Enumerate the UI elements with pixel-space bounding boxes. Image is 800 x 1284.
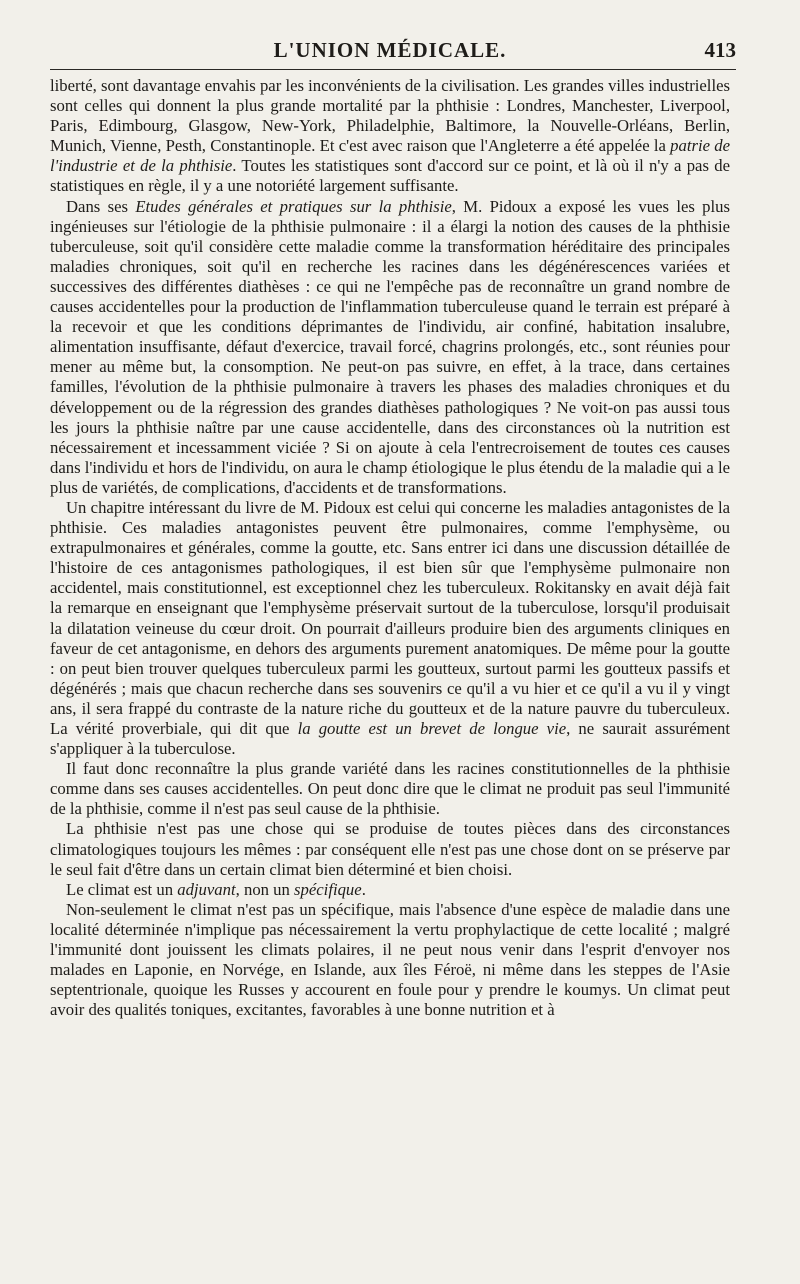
text-run: , non un (235, 879, 295, 899)
paragraph (50, 197, 730, 498)
text-run: Le climat est un (66, 879, 178, 899)
running-header (50, 34, 736, 70)
text-run: liberté, sont davantage envahis par les inconvénients de la civilisation. Les grandes villes industrielles sont celles qui donnent la plus grande mortalité par la phthisie : Londres, Manchester, Liverpool, Paris, Edimbourg, Glasgow, New-York, Philadelphie, Baltimore, la Nouvelle-Orléans, Berlin, Munich, Vienne, Pesth, Constantinople. Et c'est avec raison que l'Angleterre a été appelée la (50, 76, 730, 156)
italic-text: patrie de l'industrie et de la phthisie (50, 136, 730, 176)
paragraph (50, 76, 730, 197)
text-run: . (361, 879, 366, 899)
page-number: 413 (704, 38, 736, 62)
text-run: La phthisie n'est pas une chose qui se produise de toutes pièces dans des circonstances climatologiques toujours les mêmes : par conséquent elle n'est pas une chose dont on se préserve par le seul fait d'être dans un certain climat bien déterminé et bien choisi. (50, 819, 730, 879)
paragraph (50, 759, 730, 819)
journal-title: L'UNION MÉDICALE. (273, 38, 507, 62)
header-rule (50, 69, 736, 70)
text-run: . Toutes les statistiques sont d'accord sur ce point, et là où il n'y a pas de statistiques en règle, il y a une notoriété largement suffisante. (50, 156, 730, 196)
paragraph (50, 900, 730, 1021)
italic-text: adjuvant (177, 879, 236, 899)
italic-text: Etudes générales et pratiques sur la phthisie (135, 196, 452, 216)
text-run: Dans ses (66, 196, 136, 216)
text-run: Non-seulement le climat n'est pas un spécifique, mais l'absence d'une espèce de maladie dans une localité déterminée n'implique pas nécessairement la vertu prophylactique de cette localité ; malgré l'immunité dont jouissent les climats polaires, il ne peut nous venir dans l'esprit d'envoyer nos malades en Laponie, en Norvége, en Islande, aux îles Féroë, ni même dans les steppes de l'Asie septentrionale, quoique les Russes y accourent en foule pour y prendre le koumys. Un climat peut avoir des qualités toniques, excitantes, favorables à une bonne nutrition et à (50, 899, 730, 1020)
text-run: , M. Pidoux a exposé les vues les plus ingénieuses sur l'étiologie de la phthisie pulmonaire : il a élargi la notion des causes de la phthisie tuberculeuse, soit qu'il considère cette maladie comme la transformation héréditaire des principales maladies chroniques, soit qu'il en recherche les racines dans les dégénérescences variées et successives des différentes diathèses : ce qui ne l'empêche pas de reconnaître un grand nombre de causes accidentelles pour la production de l'inflammation tuberculeuse quand le terrain est préparé à la recevoir et que les conditions déprimantes de l'individu, air confiné, habitation insalubre, alimentation insuffisante, défaut d'exercice, travail forcé, chagrins prolongés, etc., sont réunies pour mener au même but, la consomption. Ne peut-on pas suivre, en effet, à la trace, dans certaines familles, l'évolution de la phthisie pulmonaire à travers les phases des maladies chroniques et du développement ou de la régression des grandes diathèses pathologiques ? Ne voit-on pas aussi tous les jours la phthisie naître par une cause accidentelle, dans des circonstances où la nutrition est nécessairement et incessamment viciée ? Si on ajoute à cela l'entrecroisement de toutes ces causes dans l'individu et hors de l'individu, on aura le champ étiologique le plus étendu de la maladie qui a le plus de variétés, de complications, d'accidents et de transformations. (50, 196, 730, 497)
italic-text: spécifique (294, 879, 362, 899)
text-run: Un chapitre intéressant du livre de M. Pidoux est celui qui concerne les maladies antagonistes de la phthisie. Ces maladies antagonistes peuvent être pulmonaires, comme l'emphysème, ou extrapulmonaires et générales, comme la goutte, etc. Sans entrer ici dans une discussion détaillée de l'histoire de ces antagonismes pathologiques, il est bien sûr que l'emphysème pulmonaire non accidentel, mais constitutionnel, est exceptionnel chez les tuberculeux. Rokitansky en avait déjà fait la remarque en enseignant que l'emphysème préservait surtout de la tuberculose, lorsqu'il produisait la dilatation veineuse du cœur droit. On pourrait d'ailleurs produire bien des arguments cliniques en faveur de cet antagonisme, en dehors des arguments purement anatomiques. De même pour la goutte : on peut bien trouver quelques tuberculeux parmi les goutteux, surtout parmi les goutteux passifs et dégénérés ; mais que chacun recherche dans ses souvenirs ce qu'il a vu hier et ce qu'il a vu il y vingt ans, il sera frappé du contraste de la nature riche du goutteux et de la nature pauvre du tuberculeux. La vérité proverbiale, qui dit que (50, 497, 730, 738)
text-run: , ne saurait assurément s'appliquer à la tuberculose. (50, 719, 730, 759)
paragraph (50, 880, 730, 900)
article-body (50, 76, 730, 1020)
paragraph (50, 819, 730, 879)
text-run: Il faut donc reconnaître la plus grande variété dans les racines constitutionnelles de la phthisie comme dans ses causes accidentelles. On peut donc dire que le climat ne produit pas seul l'immunité de la phthisie, comme il n'est pas seul cause de la phthisie. (50, 759, 730, 819)
paragraph (50, 498, 730, 759)
italic-text: la goutte est un brevet de longue vie (297, 719, 567, 738)
